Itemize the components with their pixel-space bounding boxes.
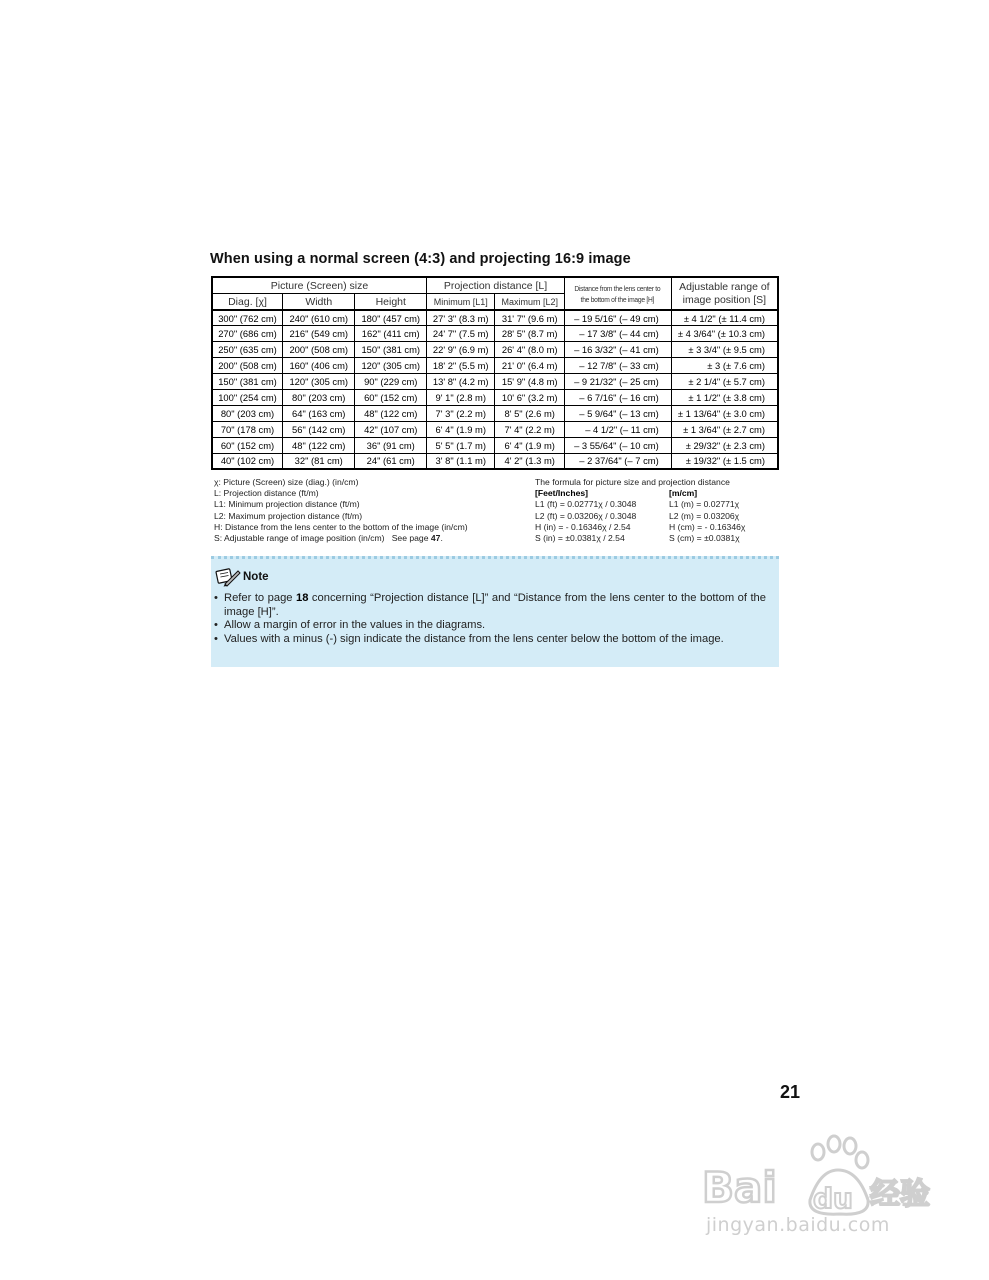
watermark-text-du: du [813,1182,853,1215]
max-cell: 7' 4" (2.2 m) [495,421,564,437]
min-cell: 22' 9" (6.9 m) [427,342,495,358]
h-cell: – 6 7/16" (– 16 cm) [564,389,671,405]
min-cell: 3' 8" (1.1 m) [427,453,495,469]
formula-block [535,477,769,544]
table-row [212,342,778,358]
minimum-header: Minimum [L1] [427,294,495,311]
diag-cell: 70" (178 cm) [212,421,282,437]
s-cell: ± 1 1/2" (± 3.8 cm) [671,389,778,405]
max-cell: 4' 2" (1.3 m) [495,453,564,469]
legend-page-ref: 47 [430,533,441,544]
maximum-header: Maximum [L2] [495,294,564,311]
note-label: Note [243,571,269,583]
section-title: When using a normal screen (4:3) and projecting 16:9 image [210,251,631,267]
formula-line: L1 (m) = 0.02771χ [669,499,740,510]
diag-cell: 100" (254 cm) [212,389,282,405]
width-cell: 200" (508 cm) [282,342,355,358]
note-page-ref: 18 [296,592,309,604]
max-cell: 6' 4" (1.9 m) [495,437,564,453]
formula-line: H (in) = - 0.16346χ / 2.54 [535,521,631,532]
h-cell: – 16 3/32" (– 41 cm) [564,342,671,358]
width-cell: 56" (142 cm) [282,421,355,437]
height-cell: 150" (381 cm) [355,342,427,358]
diag-cell: 150" (381 cm) [212,374,282,390]
s-cell: ± 3 3/4" (± 9.5 cm) [671,342,778,358]
legend [214,477,468,544]
s-cell: ± 1 13/64" (± 3.0 cm) [671,405,778,421]
formula-line: L1 (ft) = 0.02771χ / 0.3048 [535,499,637,510]
min-cell: 7' 3" (2.2 m) [427,405,495,421]
height-cell: 120" (305 cm) [355,358,427,374]
watermark-text-cn: 经验 [870,1177,930,1212]
table-row [212,310,778,326]
table-row [212,405,778,421]
h-cell: – 3 55/64" (– 10 cm) [564,437,671,453]
note-divider [211,556,779,559]
table-row [212,453,778,469]
width-cell: 120" (305 cm) [282,374,355,390]
s-cell: ± 4 1/2" (± 11.4 cm) [671,310,778,326]
height-cell: 36" (91 cm) [355,437,427,453]
height-header: Height [355,294,427,311]
picture-size-header: Picture (Screen) size [212,277,427,294]
table-row [212,326,778,342]
height-cell: 24" (61 cm) [355,453,427,469]
h-cell: – 12 7/8" (– 33 cm) [564,358,671,374]
width-cell: 80" (203 cm) [282,389,355,405]
feet-header: [Feet/Inches] [535,488,589,499]
h-cell: – 17 3/8" (– 44 cm) [564,326,671,342]
s-cell: ± 3 (± 7.6 cm) [671,358,778,374]
s-cell: ± 4 3/64" (± 10.3 cm) [671,326,778,342]
pencil-icon [215,567,241,587]
formula-line: S (in) = ±0.0381χ / 2.54 [535,533,625,544]
max-cell: 15' 9" (4.8 m) [495,374,564,390]
diag-cell: 60" (152 cm) [212,437,282,453]
adjustable-s-header: Adjustable range of image position [S] [671,277,778,310]
max-cell: 28' 5" (8.7 m) [495,326,564,342]
s-cell: ± 1 3/64" (± 2.7 cm) [671,421,778,437]
h-cell: – 2 37/64" (– 7 cm) [564,453,671,469]
min-cell: 9' 1" (2.8 m) [427,389,495,405]
height-cell: 180" (457 cm) [355,310,427,326]
height-cell: 60" (152 cm) [355,389,427,405]
legend-line: χ: Picture (Screen) size (diag.) (in/cm) [214,477,359,487]
legend-line [214,533,468,544]
s-cell: ± 19/32" (± 1.5 cm) [671,453,778,469]
max-cell: 31' 7" (9.6 m) [495,310,564,326]
height-cell: 90" (229 cm) [355,374,427,390]
formula-line: H (cm) = - 0.16346χ [669,521,746,532]
projection-distance-header: Projection distance [L] [427,277,565,294]
min-cell: 27' 3" (8.3 m) [427,310,495,326]
table-row [212,421,778,437]
min-cell: 5' 5" (1.7 m) [427,437,495,453]
note-item1-after: concerning “Projection distance [L]” and “Distance from the lens center to the bottom of the image [H]”. [224,592,770,618]
legend-line: H: Distance from the lens center to the bottom of the image (in/cm) [214,521,468,532]
s-cell: ± 29/32" (± 2.3 cm) [671,437,778,453]
metric-header: [m/cm] [669,488,698,499]
note-item: • Allow a margin of error in the values in the diagrams. [214,619,766,633]
note-item [214,592,770,619]
width-cell: 216" (549 cm) [282,326,355,342]
diag-cell: 80" (203 cm) [212,405,282,421]
height-cell: 162" (411 cm) [355,326,427,342]
h-cell: – 19 5/16" (– 49 cm) [564,310,671,326]
width-cell: 160" (406 cm) [282,358,355,374]
table-row [212,437,778,453]
legend-line: L1: Minimum projection distance (ft/m) [214,499,360,510]
width-cell: 32" (81 cm) [282,453,355,469]
diag-header: Diag. [χ] [212,294,282,311]
h-cell: – 5 9/64" (– 13 cm) [564,405,671,421]
projection-table [211,276,779,470]
max-cell: 26' 4" (8.0 m) [495,342,564,358]
diag-cell: 200" (508 cm) [212,358,282,374]
note-item1-before: Refer to page [224,592,296,604]
height-cell: 42" (107 cm) [355,421,427,437]
table-row [212,358,778,374]
min-cell: 18' 2" (5.5 m) [427,358,495,374]
note-heading [215,567,269,587]
legend-last-text: S: Adjustable range of image position (in/cm) See page [214,533,431,544]
formula-title: The formula for picture size and projection distance [535,477,730,487]
watermark-url: jingyan.baidu.com [706,1214,890,1236]
s-cell: ± 2 1/4" (± 5.7 cm) [671,374,778,390]
note-list [214,592,770,646]
height-cell: 48" (122 cm) [355,405,427,421]
formula-line: L2 (m) = 0.03206χ [669,510,740,521]
diag-cell: 250" (635 cm) [212,342,282,358]
table-row [212,374,778,390]
h-cell: – 9 21/32" (– 25 cm) [564,374,671,390]
diag-cell: 40" (102 cm) [212,453,282,469]
distance-h-header: Distance from the lens center to the bottom of the image [H] [569,277,667,310]
legend-line: L: Projection distance (ft/m) [214,488,319,499]
min-cell: 6' 4" (1.9 m) [427,421,495,437]
h-cell: – 4 1/2" (– 11 cm) [564,421,671,437]
formula-line: S (cm) = ±0.0381χ [669,533,740,544]
diag-cell: 270" (686 cm) [212,326,282,342]
diag-cell: 300" (762 cm) [212,310,282,326]
width-cell: 64" (163 cm) [282,405,355,421]
min-cell: 24' 7" (7.5 m) [427,326,495,342]
width-cell: 48" (122 cm) [282,437,355,453]
max-cell: 8' 5" (2.6 m) [495,405,564,421]
legend-line: L2: Maximum projection distance (ft/m) [214,510,363,521]
page-number: 21 [780,1082,801,1102]
max-cell: 10' 6" (3.2 m) [495,389,564,405]
watermark-text-bai: Bai [702,1163,777,1212]
note-item: • Values with a minus (-) sign indicate the distance from the lens center below the bottom of the image. [214,633,766,647]
min-cell: 13' 8" (4.2 m) [427,374,495,390]
legend-last-end: . [440,533,443,544]
max-cell: 21' 0" (6.4 m) [495,358,564,374]
formula-line: L2 (ft) = 0.03206χ / 0.3048 [535,510,637,521]
table-row [212,389,778,405]
width-cell: 240" (610 cm) [282,310,355,326]
width-header: Width [282,294,355,311]
